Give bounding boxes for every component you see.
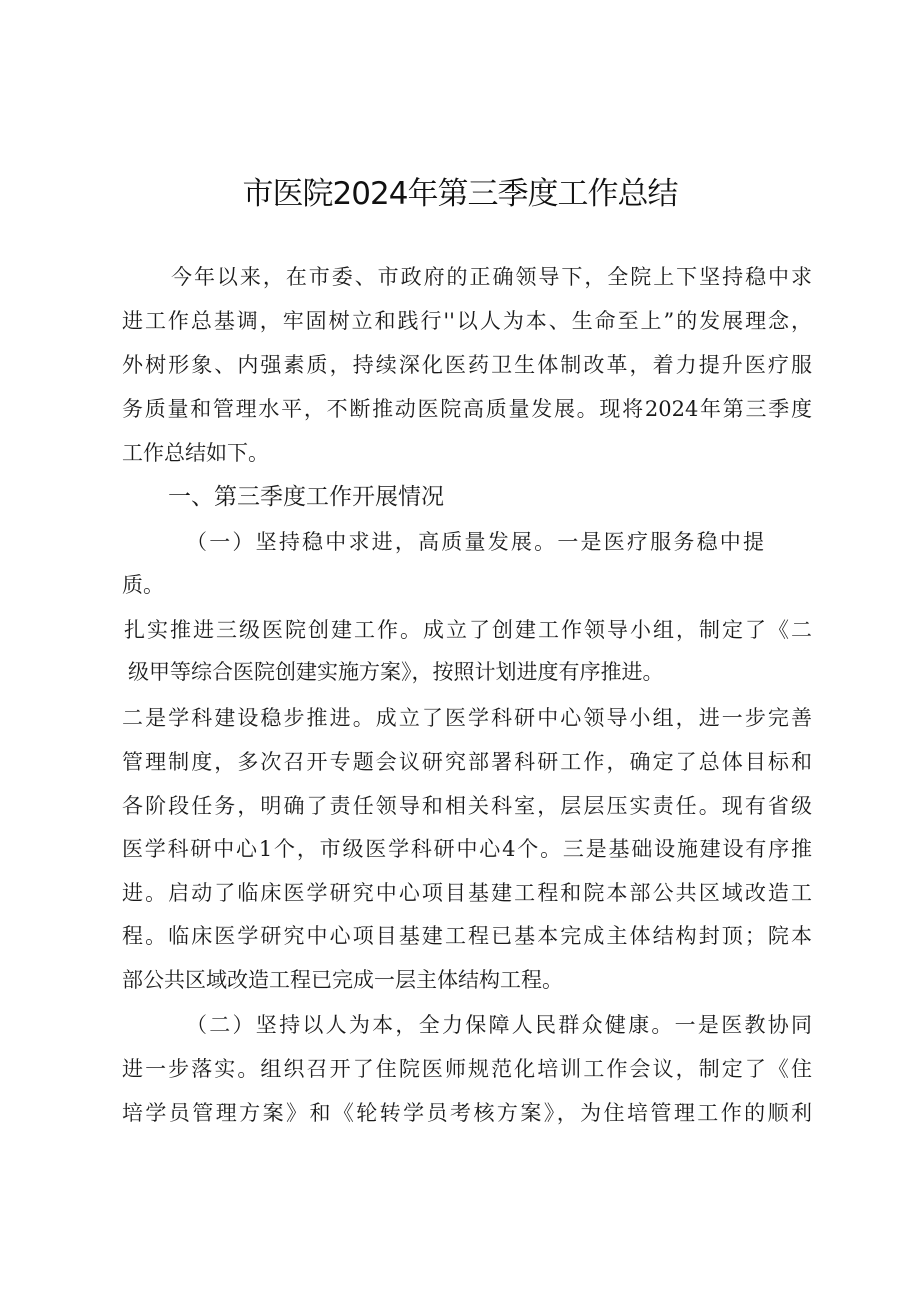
paragraph-line: 扎实推进三级医院创建工作。成立了创建工作领导小组，制定了《二 bbox=[124, 618, 812, 642]
paragraph-line: 外树形象、内强素质，持续深化医药卫生体制改革，着力提升医疗服 bbox=[122, 353, 812, 377]
paragraph-line: 质。 bbox=[122, 573, 164, 597]
subsection-heading: （二）坚持以人为本，全力保障人民群众健康。一是医教协同 bbox=[186, 1013, 812, 1037]
paragraph-line: 部公共区域改造工程已完成一层主体结构工程。 bbox=[122, 968, 563, 992]
subsection-heading: （一）坚持稳中求进，高质量发展。一是医疗服务稳中提 bbox=[186, 530, 764, 554]
paragraph-line: 级甲等综合医院创建实施方案》，按照计划进度有序推进。 bbox=[128, 660, 664, 684]
paragraph-line: 进一步落实。组织召开了住院医师规范化培训工作会议，制定了《住 bbox=[122, 1057, 812, 1081]
paragraph-line: 今年以来，在市委、市政府的正确领导下，全院上下坚持稳中求 bbox=[171, 265, 812, 289]
paragraph-line: 二是学科建设稳步推进。成立了医学科研中心领导小组，进一步完善 bbox=[122, 706, 812, 730]
paragraph-line: 医学科研中心1个，市级医学科研中心4个。三是基础设施建设有序推 bbox=[122, 837, 812, 861]
paragraph-line: 程。临床医学研究中心项目基建工程已基本完成主体结构封顶；院本 bbox=[122, 924, 812, 948]
paragraph-line: 管理制度，多次召开专题会议研究部署科研工作，确定了总体目标和 bbox=[122, 750, 812, 774]
paragraph-line: 各阶段任务，明确了责任领导和相关科室，层层压实责任。现有省级 bbox=[122, 794, 812, 818]
paragraph-line: 进。启动了临床医学研究中心项目基建工程和院本部公共区域改造工 bbox=[122, 881, 812, 905]
paragraph-line: 工作总结如下。 bbox=[122, 441, 269, 465]
paragraph-line: 培学员管理方案》和《轮转学员考核方案》，为住培管理工作的顺利 bbox=[122, 1101, 812, 1125]
document-title: 市医院2024年第三季度工作总结 bbox=[242, 176, 678, 212]
paragraph-line: 务质量和管理水平，不断推动医院高质量发展。现将2024年第三季度 bbox=[122, 397, 812, 421]
paragraph-line: 进工作总基调，牢固树立和践行''以人为本、生命至上”的发展理念， bbox=[122, 309, 812, 333]
section-heading: 一、第三季度工作开展情况 bbox=[168, 484, 444, 510]
